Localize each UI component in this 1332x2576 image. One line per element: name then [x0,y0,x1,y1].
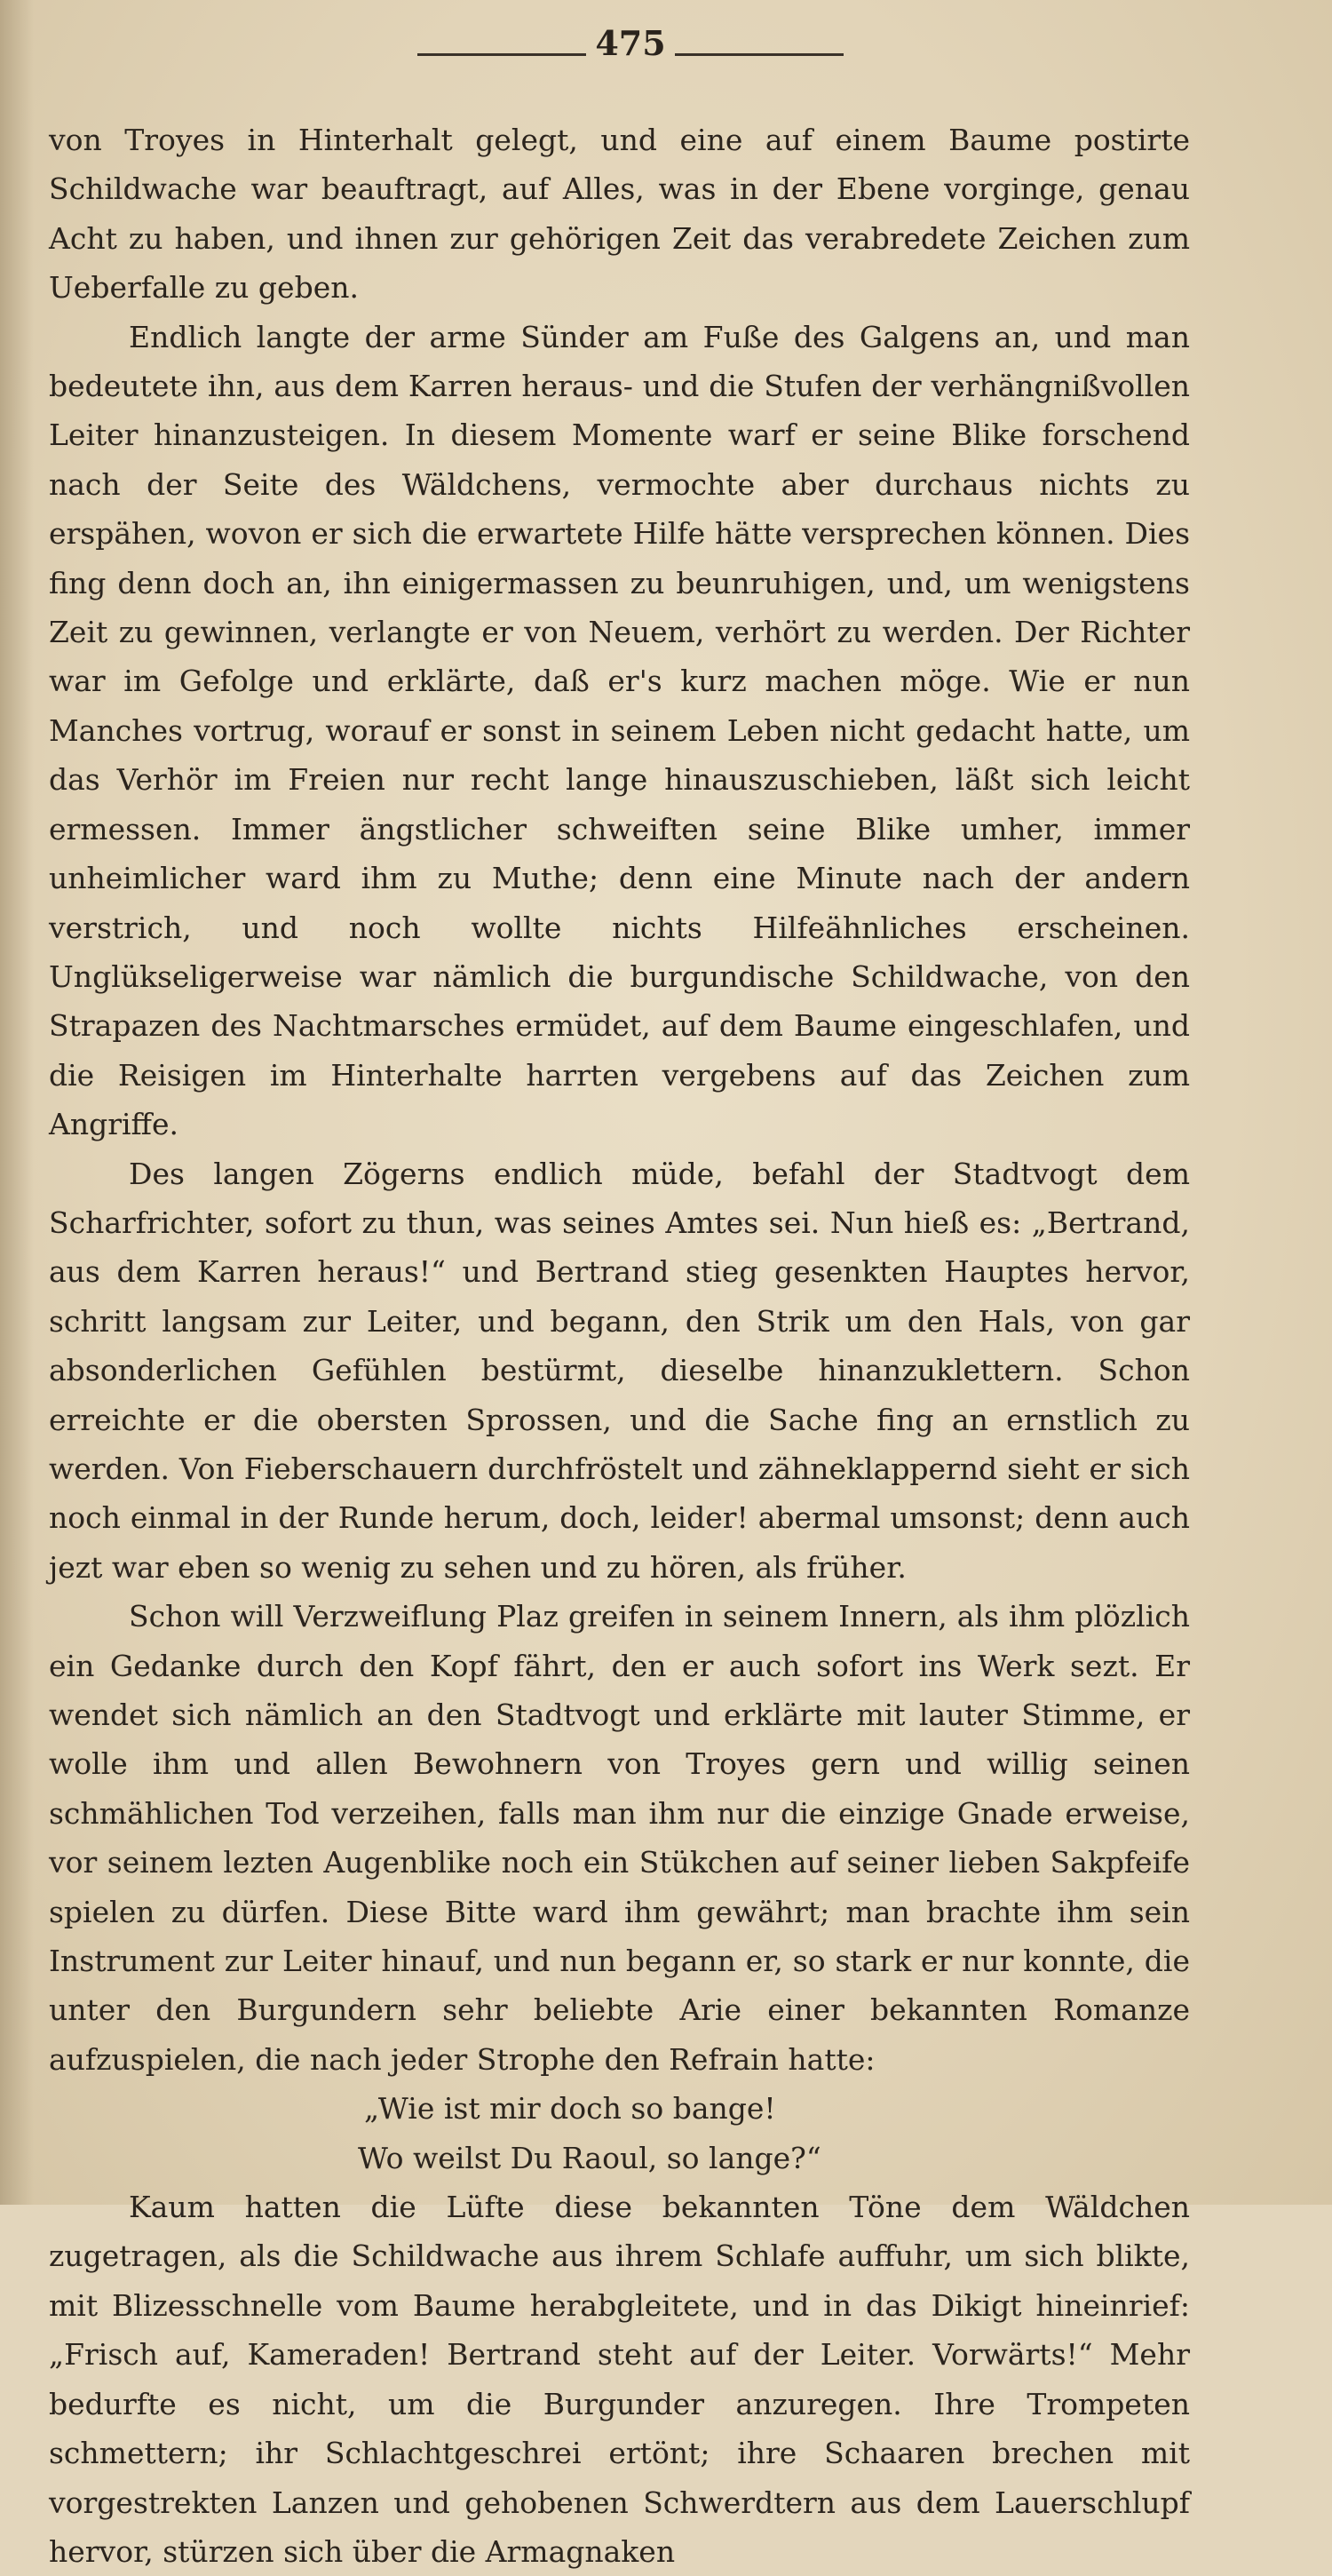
paragraph-4: Schon will Verzweiflung Plaz greifen in seinem Innern, als ihm plözlich ein Gedanke durch den Kopf fährt, den er auch sofort ins Werk sezt. Er wendet sich nämlich an den Stadtvogt und erklärte mit lauter Stimme, er wolle ihm und allen Bewohnern von Troyes gern und willig seinen schmählichen Tod verzeihen, falls man ihm nur die einzige Gnade erweise, vor seinem lezten Augenblike noch ein Stükchen auf seiner lieben Sakpfeife spielen zu dürfen. Diese Bitte ward ihm gewährt; man brachte ihm sein Instrument zur Leiter hinauf, und nun begann er, so stark er nur konnte, die unter den Burgundern sehr beliebte Arie einer bekannten Romanze aufzuspielen, die nach jeder Strophe den Refrain hatte: [49,1599,1190,2077]
paragraph-2: Endlich langte der arme Sünder am Fuße des Galgens an, und man bedeutete ihn, aus dem Karren heraus- und die Stufen der verhängnißvollen Leiter hinanzusteigen. In diesem Momente warf er seine Blike forschend nach der Seite des Wäldchens, vermochte aber durchaus nichts zu erspähen, wovon er sich die erwartete Hilfe hätte versprechen können. Dies fing denn doch an, ihn einigermassen zu beunruhigen, und, um wenigstens Zeit zu gewinnen, verlangte er von Neuem, verhört zu werden. Der Richter war im Gefolge und erklärte, daß er's kurz machen möge. Wie er nun Manches vortrug, worauf er sonst in seinem Leben nicht gedacht hatte, um das Verhör im Freien nur recht lange hinauszuschieben, läßt sich leicht ermessen. Immer ängstlicher schweiften seine Blike umher, immer unheimlicher ward ihm zu Muthe; denn eine Minute nach der andern verstrich, und noch wollte nichts Hilfeähnliches erscheinen. Unglükseligerweise war nämlich die burgundische Schildwache, von den Strapazen des Nachtmarsches ermüdet, auf dem Baume eingeschlafen, und die Reisigen im Hinterhalte harrten vergebens auf das Zeichen zum Angriffe. [49,319,1190,1142]
page-header [0,20,1332,73]
paragraph-1: von Troyes in Hinterhalt gelegt, und eine auf einem Baume postirte Schildwache war beauftragt, auf Alles, was in der Ebene vorginge, genau Acht zu haben, und ihnen zur gehörigen Zeit das verabredete Zeichen zum Ueberfalle zu geben. [49,123,1190,306]
body-text [49,115,1190,2576]
verse-line-1: „Wie ist mir doch so bange! [364,2091,776,2127]
paragraph-5: Kaum hatten die Lüfte diese bekannten Töne dem Wäldchen zugetragen, als die Schildwache aus ihrem Schlafe auffuhr, um sich blikte, mit Blizesschnelle vom Baume herabgleitete, und in das Dikigt hineinrief: „Frisch auf, Kameraden! Bertrand steht auf der Leiter. Vorwärts!“ Mehr bedurfte es nicht, um die Burgunder anzuregen. Ihre Trompeten schmettern; ihr Schlachtgeschrei ertönt; ihre Schaaren brechen mit vorgestrekten Lanzen und gehobenen Schwerdtern aus dem Lauerschlupf hervor, stürzen sich über die Armagnaken [49,2190,1190,2569]
verse-line-2: Wo weilst Du Raoul, so lange?“ [358,2140,821,2175]
header-rule-right [675,53,844,56]
paragraph-3: Des langen Zögerns endlich müde, befahl der Stadtvogt dem Scharfrichter, sofort zu thun, was seines Amtes sei. Nun hieß es: „Bertrand, aus dem Karren heraus!“ und Bertrand stieg gesenkten Hauptes hervor, schritt langsam zur Leiter, und begann, den Strik um den Hals, von gar absonderlichen Gefühlen bestürmt, dieselbe hinanzuklettern. Schon erreichte er die obersten Sprossen, und die Sache fing an ernstlich zu werden. Von Fieberschauern durchfröstelt und zähneklappernd sieht er sich noch einmal in der Runde herum, doch, leider! abermal umsonst; denn auch jezt war eben so wenig zu sehen und zu hören, als früher. [49,1156,1190,1585]
header-rule-left [417,53,586,56]
spine-shadow [0,0,34,2205]
page-number: 475 [595,23,666,63]
